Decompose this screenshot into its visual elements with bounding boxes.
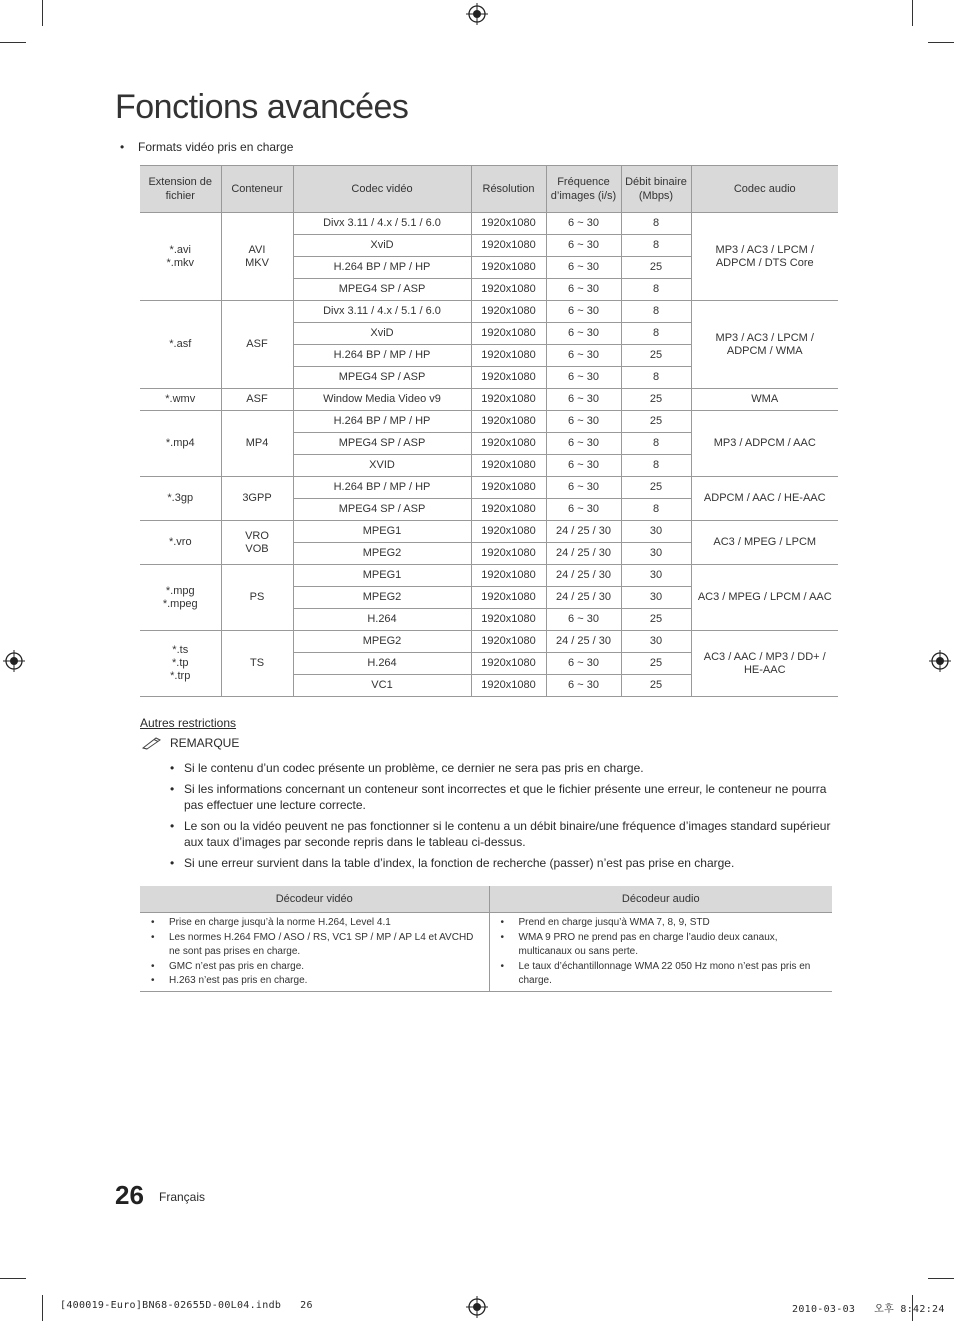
decoders-table [140, 886, 832, 992]
container-cell: 3GPP [221, 477, 293, 521]
frame-rate-cell: 24 / 25 / 30 [546, 565, 621, 587]
resolution-cell: 1920x1080 [471, 499, 546, 521]
bitrate-cell: 25 [621, 345, 691, 367]
frame-rate-cell: 6 ~ 30 [546, 499, 621, 521]
resolution-cell: 1920x1080 [471, 213, 546, 235]
video-codec-cell: H.264 BP / MP / HP [293, 345, 471, 367]
video-codec-cell: MPEG1 [293, 521, 471, 543]
video-codec-cell: MPEG2 [293, 587, 471, 609]
frame-rate-cell: 6 ~ 30 [546, 675, 621, 697]
video-codec-cell: Divx 3.11 / 4.x / 5.1 / 6.0 [293, 213, 471, 235]
extension-cell: *.asf [140, 301, 221, 389]
frame-rate-cell: 24 / 25 / 30 [546, 521, 621, 543]
container-cell: MP4 [221, 411, 293, 477]
resolution-cell: 1920x1080 [471, 323, 546, 345]
table-row [140, 389, 838, 411]
table-row [140, 477, 838, 499]
table-row [140, 301, 838, 323]
video-formats-table [140, 165, 838, 697]
notes-list [170, 760, 840, 876]
audio-codec-cell: ADPCM / AAC / HE-AAC [691, 477, 838, 521]
bitrate-cell: 8 [621, 455, 691, 477]
frame-rate-cell: 6 ~ 30 [546, 301, 621, 323]
frame-rate-cell: 6 ~ 30 [546, 367, 621, 389]
frame-rate-header: Fréquence d’images (i/s) [546, 166, 621, 213]
extension-cell: *.mpg *.mpeg [140, 565, 221, 631]
resolution-cell: 1920x1080 [471, 455, 546, 477]
audio-decoder-header: Décodeur audio [489, 886, 832, 913]
crop-mark [928, 1278, 954, 1279]
bitrate-cell: 8 [621, 279, 691, 301]
remark-label: REMARQUE [170, 736, 240, 750]
video-codec-cell: MPEG4 SP / ASP [293, 499, 471, 521]
resolution-cell: 1920x1080 [471, 411, 546, 433]
bitrate-cell: 25 [621, 411, 691, 433]
frame-rate-cell: 6 ~ 30 [546, 235, 621, 257]
page-title: Fonctions avancées [115, 88, 409, 126]
resolution-cell: 1920x1080 [471, 433, 546, 455]
bitrate-cell: 8 [621, 433, 691, 455]
frame-rate-cell: 24 / 25 / 30 [546, 543, 621, 565]
resolution-cell: 1920x1080 [471, 301, 546, 323]
resolution-cell: 1920x1080 [471, 477, 546, 499]
crop-mark [912, 0, 913, 26]
video-codec-cell: VC1 [293, 675, 471, 697]
extension-header: Extension de fichier [140, 166, 221, 213]
container-cell: VRO VOB [221, 521, 293, 565]
video-codec-cell: MPEG4 SP / ASP [293, 279, 471, 301]
extension-cell: *.3gp [140, 477, 221, 521]
bitrate-cell: 30 [621, 521, 691, 543]
audio-decoder-item: • WMA 9 PRO ne prend pas en charge l’audio deux canaux, multicanaux ou sans perte. [498, 931, 825, 960]
resolution-cell: 1920x1080 [471, 609, 546, 631]
video-codec-cell: Window Media Video v9 [293, 389, 471, 411]
bitrate-cell: 30 [621, 543, 691, 565]
table-row [140, 631, 838, 653]
bitrate-cell: 30 [621, 587, 691, 609]
resolution-cell: 1920x1080 [471, 653, 546, 675]
audio-codec-cell: MP3 / AC3 / LPCM / ADPCM / WMA [691, 301, 838, 389]
resolution-cell: 1920x1080 [471, 675, 546, 697]
resolution-cell: 1920x1080 [471, 345, 546, 367]
registration-mark-icon [3, 650, 25, 672]
footer-file-info: [400019-Euro]BN68-02655D-00L04.indb 26 [60, 1300, 313, 1311]
footer-timestamp: 2010-03-03 오후 8:42:24 [792, 1304, 945, 1315]
frame-rate-cell: 6 ~ 30 [546, 389, 621, 411]
audio-codec-cell: MP3 / AC3 / LPCM / ADPCM / DTS Core [691, 213, 838, 301]
video-codec-cell: MPEG4 SP / ASP [293, 433, 471, 455]
container-cell: PS [221, 565, 293, 631]
bitrate-cell: 8 [621, 235, 691, 257]
note-item: • Le son ou la vidéo peuvent ne pas fonctionner si le contenu a un débit binaire/une fréquence d’images standard supérieur aux taux d’images par seconde repris dans le tableau ci-dessus. [170, 818, 840, 850]
video-codec-cell: H.264 BP / MP / HP [293, 257, 471, 279]
video-codec-cell: H.264 [293, 609, 471, 631]
table-row [140, 213, 838, 235]
frame-rate-cell: 6 ~ 30 [546, 411, 621, 433]
audio-decoder-cell [489, 913, 832, 992]
audio-codec-cell: AC3 / MPEG / LPCM [691, 521, 838, 565]
video-codec-cell: H.264 BP / MP / HP [293, 477, 471, 499]
video-codec-cell: XviD [293, 235, 471, 257]
audio-codec-cell: AC3 / MPEG / LPCM / AAC [691, 565, 838, 631]
crop-mark [0, 1278, 26, 1279]
note-item: • Si les informations concernant un conteneur sont incorrectes et que le fichier présente une erreur, le conteneur ne pourra pas effectuer une lecture correcte. [170, 781, 840, 813]
resolution-cell: 1920x1080 [471, 521, 546, 543]
extension-cell: *.wmv [140, 389, 221, 411]
frame-rate-cell: 6 ~ 30 [546, 477, 621, 499]
audio-codec-header: Codec audio [691, 166, 838, 213]
intro-bullet: • Formats vidéo pris en charge [120, 140, 294, 154]
resolution-cell: 1920x1080 [471, 543, 546, 565]
container-cell: AVI MKV [221, 213, 293, 301]
bitrate-cell: 8 [621, 301, 691, 323]
video-codec-cell: MPEG1 [293, 565, 471, 587]
bitrate-cell: 30 [621, 631, 691, 653]
audio-decoder-item: • Le taux d’échantillonnage WMA 22 050 Hz mono n’est pas pris en charge. [498, 960, 825, 989]
table-row [140, 411, 838, 433]
registration-mark-icon [466, 1296, 488, 1318]
extension-cell: *.mp4 [140, 411, 221, 477]
bitrate-cell: 30 [621, 565, 691, 587]
frame-rate-cell: 6 ~ 30 [546, 609, 621, 631]
crop-mark [0, 42, 26, 43]
video-codec-cell: Divx 3.11 / 4.x / 5.1 / 6.0 [293, 301, 471, 323]
video-codec-header: Codec vidéo [293, 166, 471, 213]
extension-cell: *.vro [140, 521, 221, 565]
video-decoder-header: Décodeur vidéo [140, 886, 489, 913]
bitrate-cell: 25 [621, 653, 691, 675]
registration-mark-icon [466, 3, 488, 25]
resolution-header: Résolution [471, 166, 546, 213]
bitrate-cell: 8 [621, 367, 691, 389]
pencil-note-icon [142, 736, 162, 750]
video-codec-cell: XVID [293, 455, 471, 477]
crop-mark [42, 0, 43, 26]
bitrate-header: Débit binaire (Mbps) [621, 166, 691, 213]
audio-codec-cell: WMA [691, 389, 838, 411]
frame-rate-cell: 6 ~ 30 [546, 653, 621, 675]
resolution-cell: 1920x1080 [471, 367, 546, 389]
frame-rate-cell: 24 / 25 / 30 [546, 587, 621, 609]
video-codec-cell: H.264 [293, 653, 471, 675]
resolution-cell: 1920x1080 [471, 587, 546, 609]
language-label: Français [159, 1190, 206, 1204]
container-cell: ASF [221, 389, 293, 411]
bitrate-cell: 8 [621, 213, 691, 235]
page-number: 26 [115, 1180, 144, 1210]
resolution-cell: 1920x1080 [471, 631, 546, 653]
note-item: • Si le contenu d’un codec présente un problème, ce dernier ne sera pas pris en charge. [170, 760, 840, 776]
bitrate-cell: 25 [621, 675, 691, 697]
note-item: • Si une erreur survient dans la table d’index, la fonction de recherche (passer) n’est pas prise en charge. [170, 855, 840, 871]
remark-heading [142, 736, 239, 750]
video-decoder-cell [140, 913, 489, 992]
bitrate-cell: 25 [621, 609, 691, 631]
audio-codec-cell: MP3 / ADPCM / AAC [691, 411, 838, 477]
frame-rate-cell: 6 ~ 30 [546, 433, 621, 455]
extension-cell: *.avi *.mkv [140, 213, 221, 301]
frame-rate-cell: 6 ~ 30 [546, 279, 621, 301]
container-header: Conteneur [221, 166, 293, 213]
resolution-cell: 1920x1080 [471, 257, 546, 279]
bitrate-cell: 8 [621, 499, 691, 521]
video-codec-cell: H.264 BP / MP / HP [293, 411, 471, 433]
resolution-cell: 1920x1080 [471, 565, 546, 587]
video-codec-cell: MPEG2 [293, 543, 471, 565]
container-cell: ASF [221, 301, 293, 389]
intro-bullet-text: Formats vidéo pris en charge [138, 140, 294, 154]
video-codec-cell: MPEG2 [293, 631, 471, 653]
frame-rate-cell: 6 ~ 30 [546, 455, 621, 477]
resolution-cell: 1920x1080 [471, 279, 546, 301]
video-codec-cell: XviD [293, 323, 471, 345]
extension-cell: *.ts *.tp *.trp [140, 631, 221, 697]
frame-rate-cell: 6 ~ 30 [546, 323, 621, 345]
video-decoder-item: • GMC n’est pas pris en charge. [148, 960, 481, 975]
other-restrictions-heading: Autres restrictions [140, 716, 237, 730]
frame-rate-cell: 24 / 25 / 30 [546, 631, 621, 653]
resolution-cell: 1920x1080 [471, 389, 546, 411]
audio-codec-cell: AC3 / AAC / MP3 / DD+ / HE-AAC [691, 631, 838, 697]
resolution-cell: 1920x1080 [471, 235, 546, 257]
bitrate-cell: 25 [621, 477, 691, 499]
video-decoder-item: • Prise en charge jusqu’à la norme H.264, Level 4.1 [148, 916, 481, 931]
table-row [140, 521, 838, 543]
crop-mark [928, 42, 954, 43]
container-cell: TS [221, 631, 293, 697]
crop-mark [42, 1295, 43, 1321]
table-row [140, 565, 838, 587]
frame-rate-cell: 6 ~ 30 [546, 213, 621, 235]
frame-rate-cell: 6 ~ 30 [546, 345, 621, 367]
audio-decoder-item: • Prend en charge jusqu’à WMA 7, 8, 9, STD [498, 916, 825, 931]
bitrate-cell: 25 [621, 389, 691, 411]
video-decoder-item: • Les normes H.264 FMO / ASO / RS, VC1 SP / MP / AP L4 et AVCHD ne sont pas prises en charge. [148, 931, 481, 960]
bitrate-cell: 25 [621, 257, 691, 279]
video-decoder-item: • H.263 n’est pas pris en charge. [148, 974, 481, 989]
registration-mark-icon [929, 650, 951, 672]
frame-rate-cell: 6 ~ 30 [546, 257, 621, 279]
video-codec-cell: MPEG4 SP / ASP [293, 367, 471, 389]
bitrate-cell: 8 [621, 323, 691, 345]
